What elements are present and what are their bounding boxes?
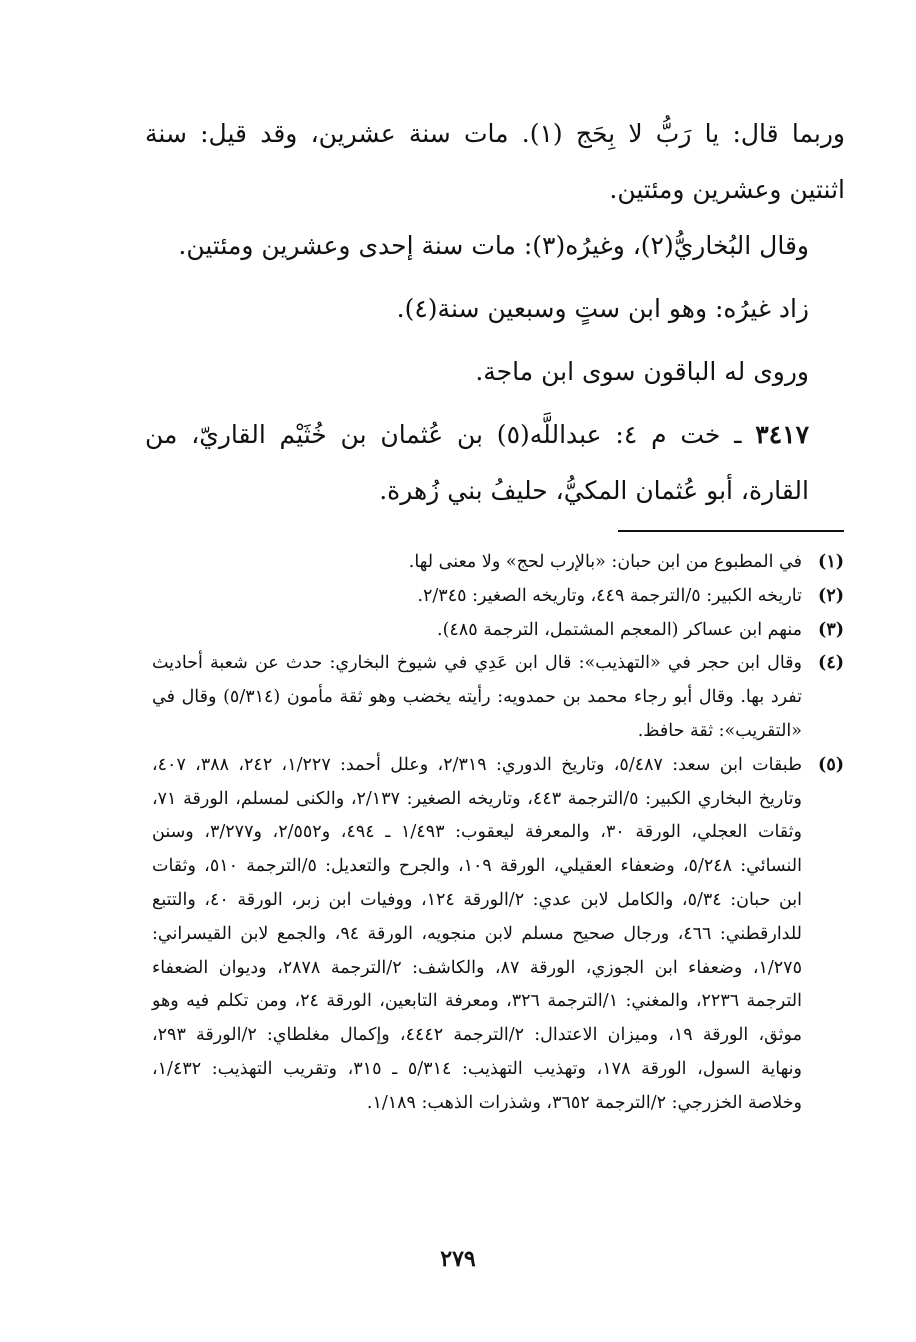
footnote-divider	[618, 530, 844, 532]
footnote-text: طبقات ابن سعد: ٥/٤٨٧، وتاريخ الدوري: ٢/٣١٩، وعلل أحمد: ١/٢٢٧، ٢٤٢، ٣٨٨، ٤٠٧، وتاريخ البخاري الكبير: ٥/الترجمة ٤٤٣، وتاريخه الصغير: ٢/١٣٧، والكنى لمسلم، الورقة ٧١، وثقات العجلي، الورقة ٣٠، والمعرفة ليعقوب: ١/٤٩٣ ـ ٤٩٤، و٢/٥٥٢، و٣/٢٧٧، وسنن النسائي: ٥/٢٤٨، وضعفاء العقيلي، الورقة ١٠٩، والجرح والتعديل: ٥/الترجمة ٥١٠، وثقات ابن حبان: ٥/٣٤، والكامل لابن عدي: ٢/الورقة ١٢٤، ووفيات ابن زبر، الورقة ٤٠، والتتبع للدارقطني: ٤٦٦، ورجال صحيح مسلم لابن منجويه، الورقة ٩٤، والجمع لابن القيسراني: ١/٢٧٥، وضعفاء ابن الجوزي، الورقة ٨٧، والكاشف: ٢/الترجمة ٢٨٧٨، وديوان الضعفاء الترجمة ٢٢٣٦، والمغني: ١/الترجمة ٣٢٦، ومعرفة التابعين، الورقة ٢٤، ومن تكلم فيه وهو موثق، الورقة ١٩، وميزان الاعتدال: ٢/الترجمة ٤٤٤٢، وإكمال مغلطاي: ٢/الورقة ٢٩٣، ونهاية السول، الورقة ١٧٨، وتهذيب التهذيب: ٥/٣١٤ ـ ٣١٥، وتقريب التهذيب: ١/٤٣٢، وخلاصة الخزرجي: ٢/الترجمة ٣٦٥٢، وشذرات الذهب: ١/١٨٩.	[152, 754, 803, 1113]
footnote-number: (٢)	[818, 585, 844, 606]
paragraph-age: زاد غيرُه: وهو ابن ستٍ وسبعين سنة(٤).	[396, 294, 809, 323]
footnote-text: في المطبوع من ابن حبان: «بالإرب لحج» ولا معنى لها.	[408, 552, 802, 572]
footnote-4	[152, 647, 844, 748]
entry-number: ٣٤١٧	[755, 420, 810, 449]
page-number: ٢٧٩	[440, 1246, 476, 1272]
entry-text: ـ خت م ٤: عبداللَّه(٥) بن عُثمان بن خُثَيْم القاريّ، من القارة، أبو عُثمان المكيُّ، حليفُ بني زُهرة.	[145, 420, 809, 505]
footnote-number: (١)	[818, 552, 844, 572]
footnote-2	[152, 580, 844, 614]
paragraph-narrators: وروى له الباقون سوى ابن ماجة.	[475, 357, 809, 386]
main-text	[145, 106, 845, 519]
footnote-number: (٤)	[818, 653, 844, 674]
footnote-5	[152, 749, 844, 1121]
footnote-text: وقال ابن حجر في «التهذيب»: قال ابن عَدِي في شيوخ البخاري: حدث عن شعبة أحاديث تفرد بها. وقال أبو رجاء محمد بن حمدويه: رأيته يخضب وهو ثقة مأمون (٥/٣١٤) وقال في «التقريب»: ثقة حافظ.	[152, 653, 802, 741]
footnote-number: (٥)	[818, 754, 844, 775]
footnotes	[152, 546, 844, 1121]
footnote-text: تاريخه الكبير: ٥/الترجمة ٤٤٩، وتاريخه الصغير: ٢/٣٤٥.	[417, 585, 802, 606]
footnote-3	[152, 614, 844, 648]
footnote-text: منهم ابن عساكر (المعجم المشتمل، الترجمة ٤٨٥).	[437, 619, 802, 640]
footnote-number: (٣)	[818, 619, 844, 640]
paragraph-death-date: وربما قال: يا رَبُّ لا بِحَج (١). مات سنة عشرين، وقد قيل: سنة اثنتين وعشرين ومئتين.	[145, 119, 845, 204]
footnote-1	[152, 546, 844, 580]
paragraph-bukhari: وقال البُخاريُّ(٢)، وغيرُه(٣): مات سنة إحدى وعشرين ومئتين.	[178, 231, 809, 260]
entry-3417	[145, 407, 845, 519]
